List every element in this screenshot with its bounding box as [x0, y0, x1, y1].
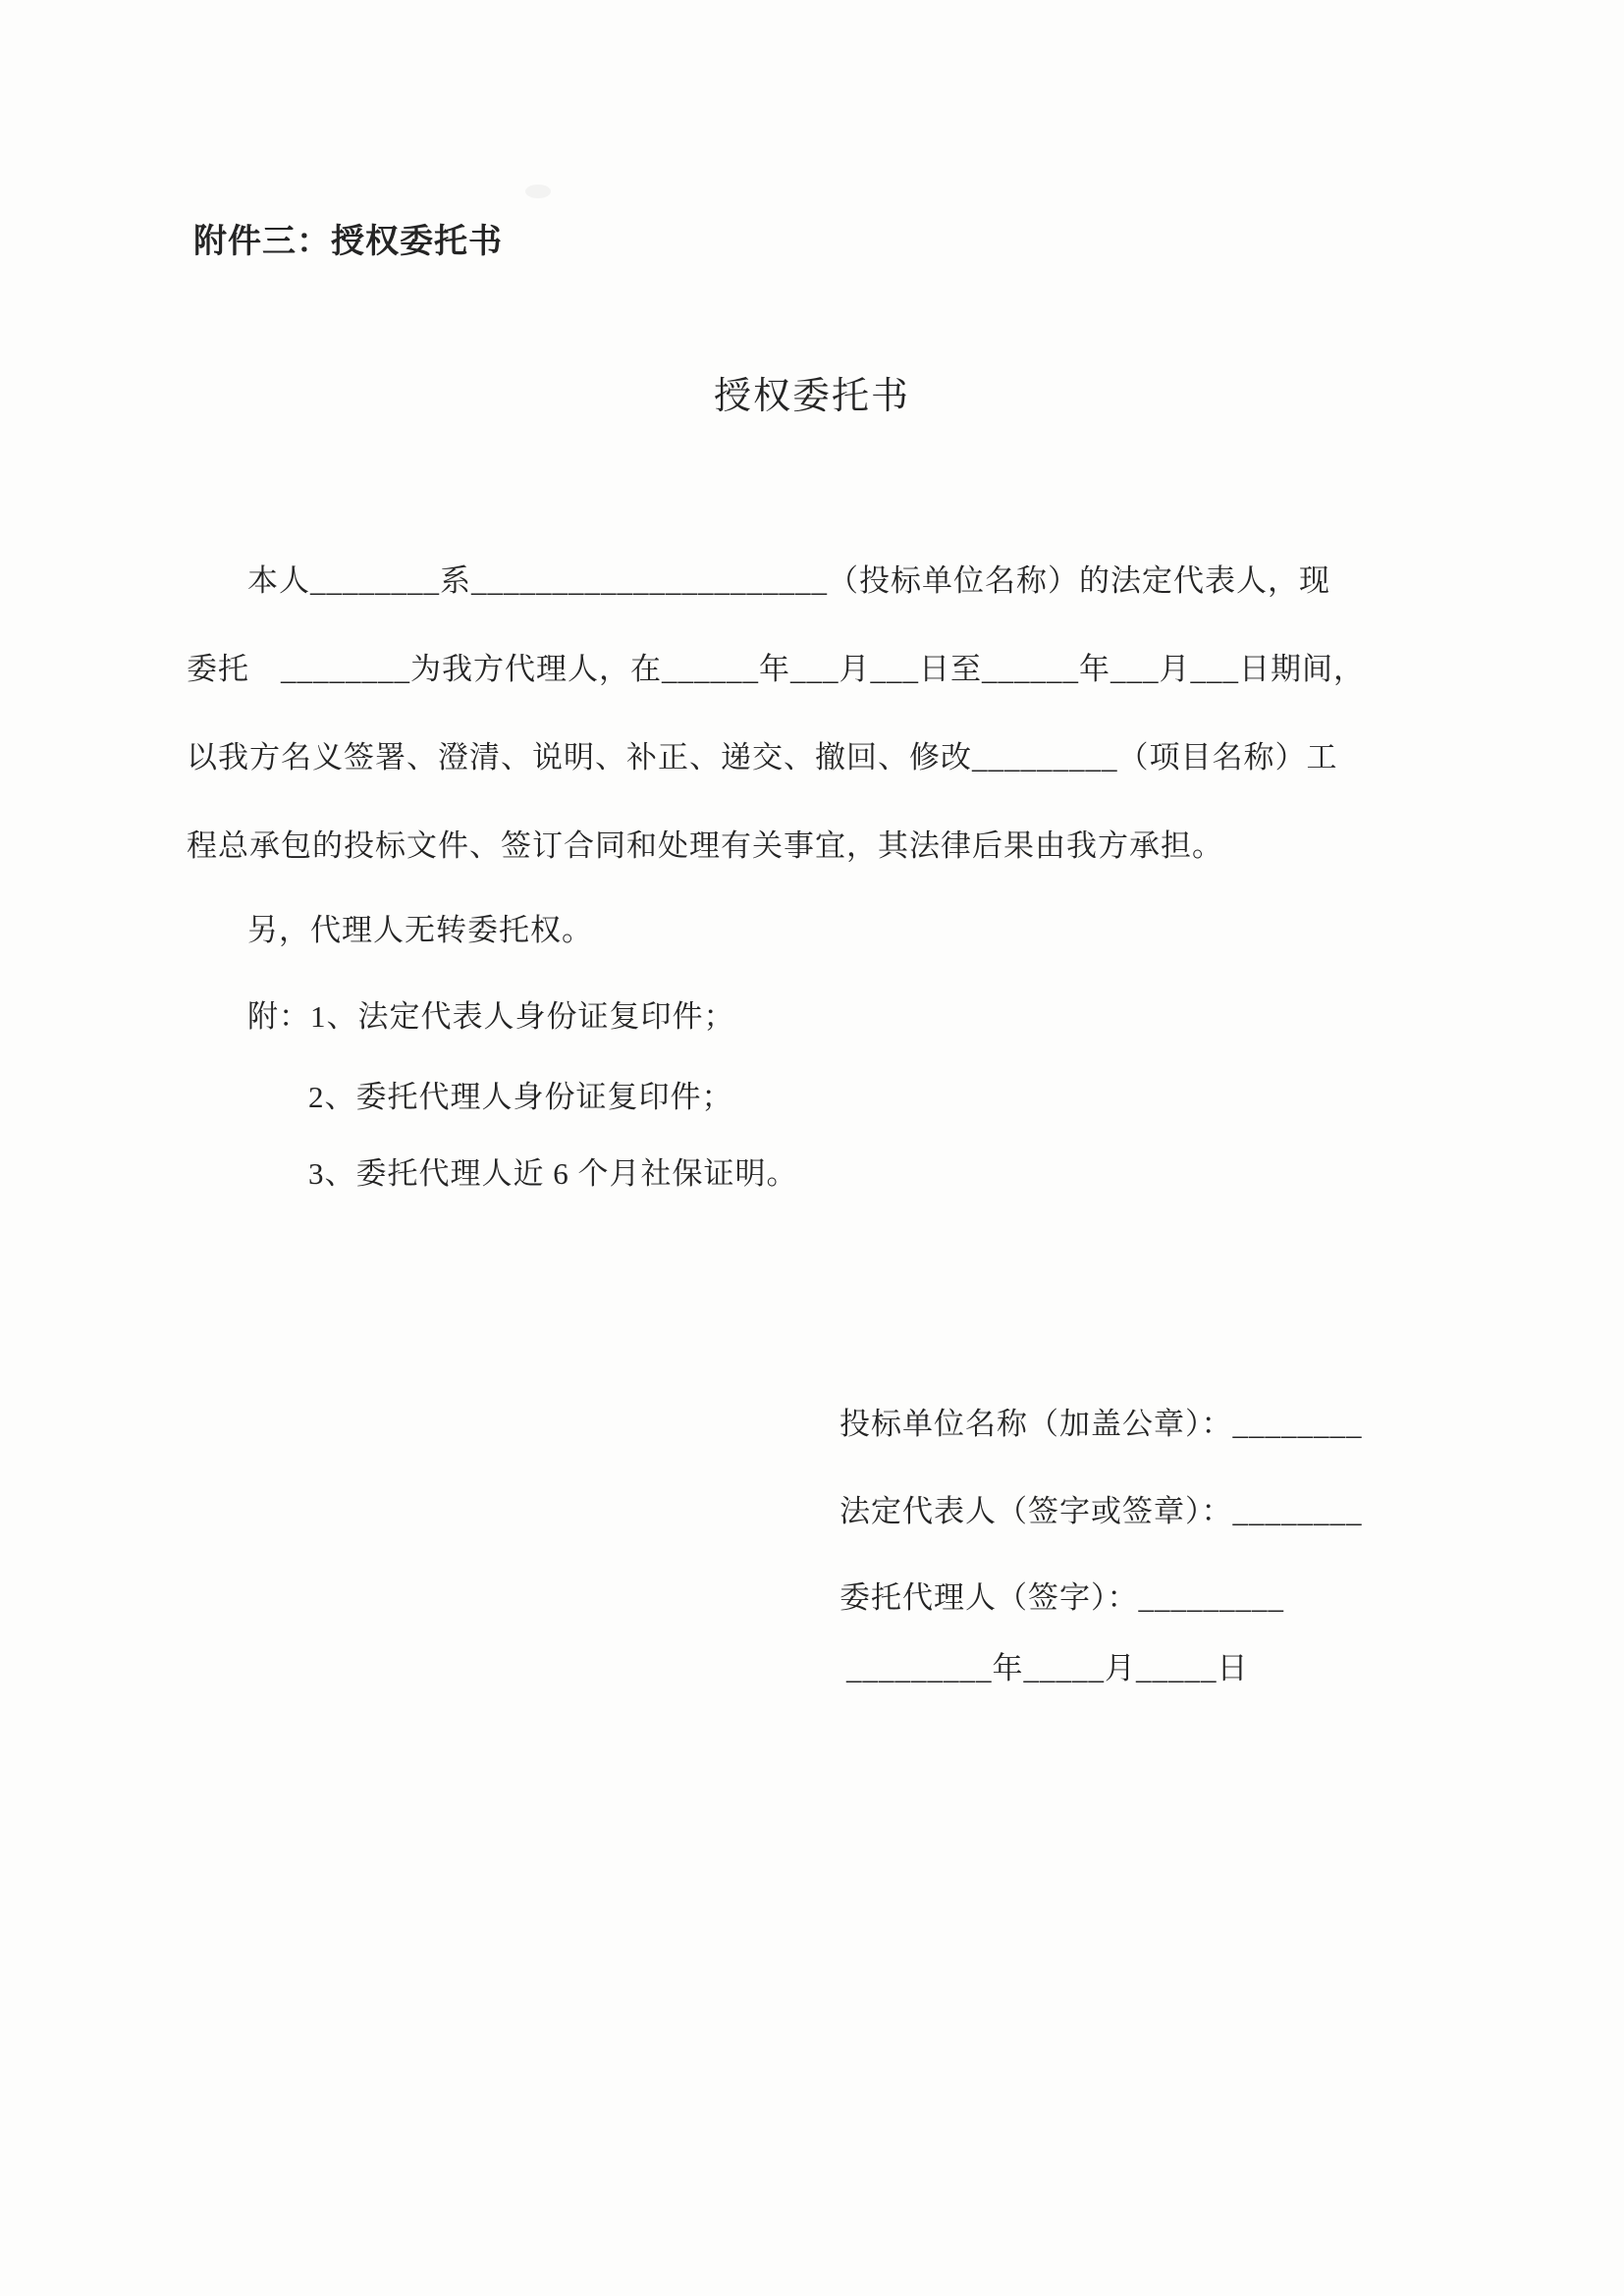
- signature-company-name-line: 投标单位名称（加盖公章）：________: [839, 1407, 1363, 1441]
- signature-date-line: _________年_____月_____日: [846, 1651, 1249, 1685]
- attachment-list-item-3: 3、委托代理人近 6 个月社保证明。: [308, 1156, 798, 1191]
- paragraph-line-4: 程总承包的投标文件、签订合同和处理有关事宜，其法律后果由我方承担。: [187, 828, 1223, 863]
- signature-legal-representative-line: 法定代表人（签字或签章）：________: [839, 1494, 1363, 1528]
- no-subdelegation-note: 另，代理人无转委托权。: [247, 913, 593, 947]
- paragraph-line-3: 以我方名义签署、澄清、说明、补正、递交、撤回、修改_________（项目名称）工: [187, 740, 1338, 774]
- paragraph-line-1: 本人________系______________________（投标单位名称）的法定代表人，现: [247, 563, 1330, 598]
- attachment-heading: 附件三：授权委托书: [193, 224, 503, 260]
- signature-authorized-agent-line: 委托代理人（签字）：_________: [839, 1580, 1284, 1615]
- document-title: 授权委托书: [713, 376, 910, 417]
- attachment-list-item-1: 附：1、法定代表人身份证复印件；: [247, 999, 735, 1034]
- scanner-smudge-artifact: [525, 185, 551, 198]
- paragraph-line-2: 委托 ________为我方代理人，在______年___月___日至______年___月___日期间，: [187, 652, 1365, 686]
- attachment-list-item-2: 2、委托代理人身份证复印件；: [308, 1080, 733, 1114]
